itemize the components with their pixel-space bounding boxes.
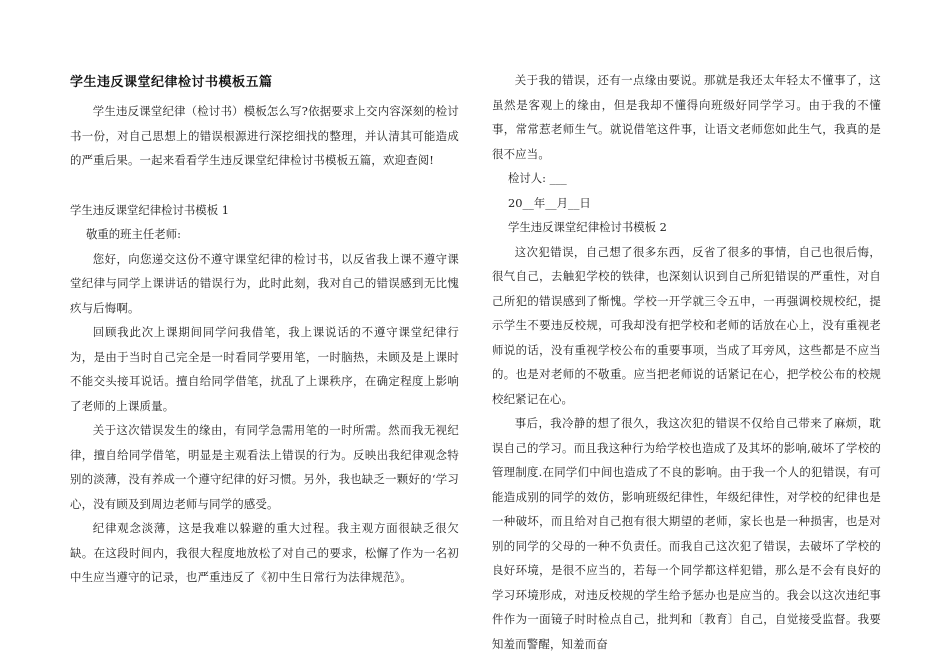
paragraph-6: 这次犯错误，自己想了很多东西，反省了很多的事情，自己也很后悔，很气自己，去触犯学校的铁律，也深刻认识到自己所犯错误的严重性，对自己所犯的错误感到了惭愧。学校一开学就三令五申，一再强调校规校纪，提示学生不要违反校规，可我却没有把学校和老师的话放在心上，没有重视老师说的话，没有重视学校公布的重要事项，当成了耳旁风，这些都是不应当的。也是对老师的不敬重。应当把老师说的话紧记在心，把学校公布的校规校纪紧记在心。 xyxy=(492,244,881,406)
right-column xyxy=(492,68,881,656)
paragraph-1: 您好，向您递交这份不遵守课堂纪律的检讨书，以反省我上课不遵守课堂纪律与同学上课讲话的错误行为，此时此刻，我对自己的错误感到无比愧疚与后悔啊。 xyxy=(70,251,459,315)
paragraph-2: 回顾我此次上课期间同学问我借笔，我上课说话的不遵守课堂纪律行为，是由于当时自己完全是一时看同学要用笔，一时脑热，未顾及是上课时不能交头接耳说话。擅自给同学借笔，扰乱了上课秩序，在确定程度上影响了老师的上课质量。 xyxy=(70,325,459,413)
left-column xyxy=(70,72,459,590)
document-title: 学生违反课堂纪律检讨书模板五篇 xyxy=(70,75,273,90)
reviewer-line: 检讨人: ___ xyxy=(507,171,567,185)
paragraph-4: 纪律观念淡薄，这是我难以躲避的重大过程。我主观方面很缺乏很欠缺。在这段时间内，我很大程度地放松了对自己的要求，松懈了作为一名初中生应当遵守的记录，也严重违反了《初中生日常行为法律规范》。 xyxy=(70,521,459,584)
section-gap xyxy=(70,173,459,198)
template2-heading: 学生违反课堂纪律检讨书模板 2 xyxy=(507,220,667,234)
paragraph-5: 关于我的错误，还有一点缘由要说。那就是我还太年轻太不懂事了，这虽然是客观上的缘由，但是我却不懂得向班级好同学学习。由于我的不懂事，常常惹老师生气。就说借笔这件事，让语文老师您如此生气，我真的是很不应当。 xyxy=(492,73,881,161)
template1-heading: 学生违反课堂纪律检讨书模板 1 xyxy=(70,202,229,217)
intro-paragraph: 学生违反课堂纪律（检讨书）模板怎么写?依据要求上交内容深刻的检讨书一份，对自己思想上的错误根源进行深挖细找的整理，并认清其可能造成的严重后果。一起来看看学生违反课堂纪律检讨书模板五篇，欢迎查阅! xyxy=(70,104,459,167)
greeting: 敬重的班主任老师: xyxy=(85,227,181,241)
paragraph-3: 关于这次错误发生的缘由，有同学急需用笔的一时所需。然而我无视纪律，擅自给同学借笔，明显是主观看法上错误的行为。反映出我纪律观念特别的淡薄，没有养成一个遵守纪律的好习惯。另外，我也缺乏一颗好的‘学习心，没有顾及到周边老师与同学的感受。 xyxy=(70,423,459,511)
date-line: 20__年__月__日 xyxy=(507,195,591,210)
paragraph-7: 事后，我冷静的想了很久，我这次犯的错误不仅给自己带来了麻烦，耽误自己的学习。而且我这种行为给学校也造成了及其坏的影响,破坏了学校的管理制度.在同学们中间也造成了不良的影响。由于我一个人的犯错误，有可能造成别的同学的效仿，影响班级纪律性，年级纪律性，对学校的纪律也是一种破坏，而且给对自己抱有很大期望的老师，家长也是一种损害，也是对别的同学的父母的一种不负责任。而我自己这次犯了错误，去破坏了学校的良好环境，是很不应当的，若每一个同学都这样犯错，那么是不会有良好的学习环境形成，对违反校规的学生给予惩办也是应当的。我会以这次违纪事件作为一面镜子时时检点自己，批判和〔教育〕自己，自觉接受监督。我要知羞而警醒，知羞而奋 xyxy=(492,416,881,651)
